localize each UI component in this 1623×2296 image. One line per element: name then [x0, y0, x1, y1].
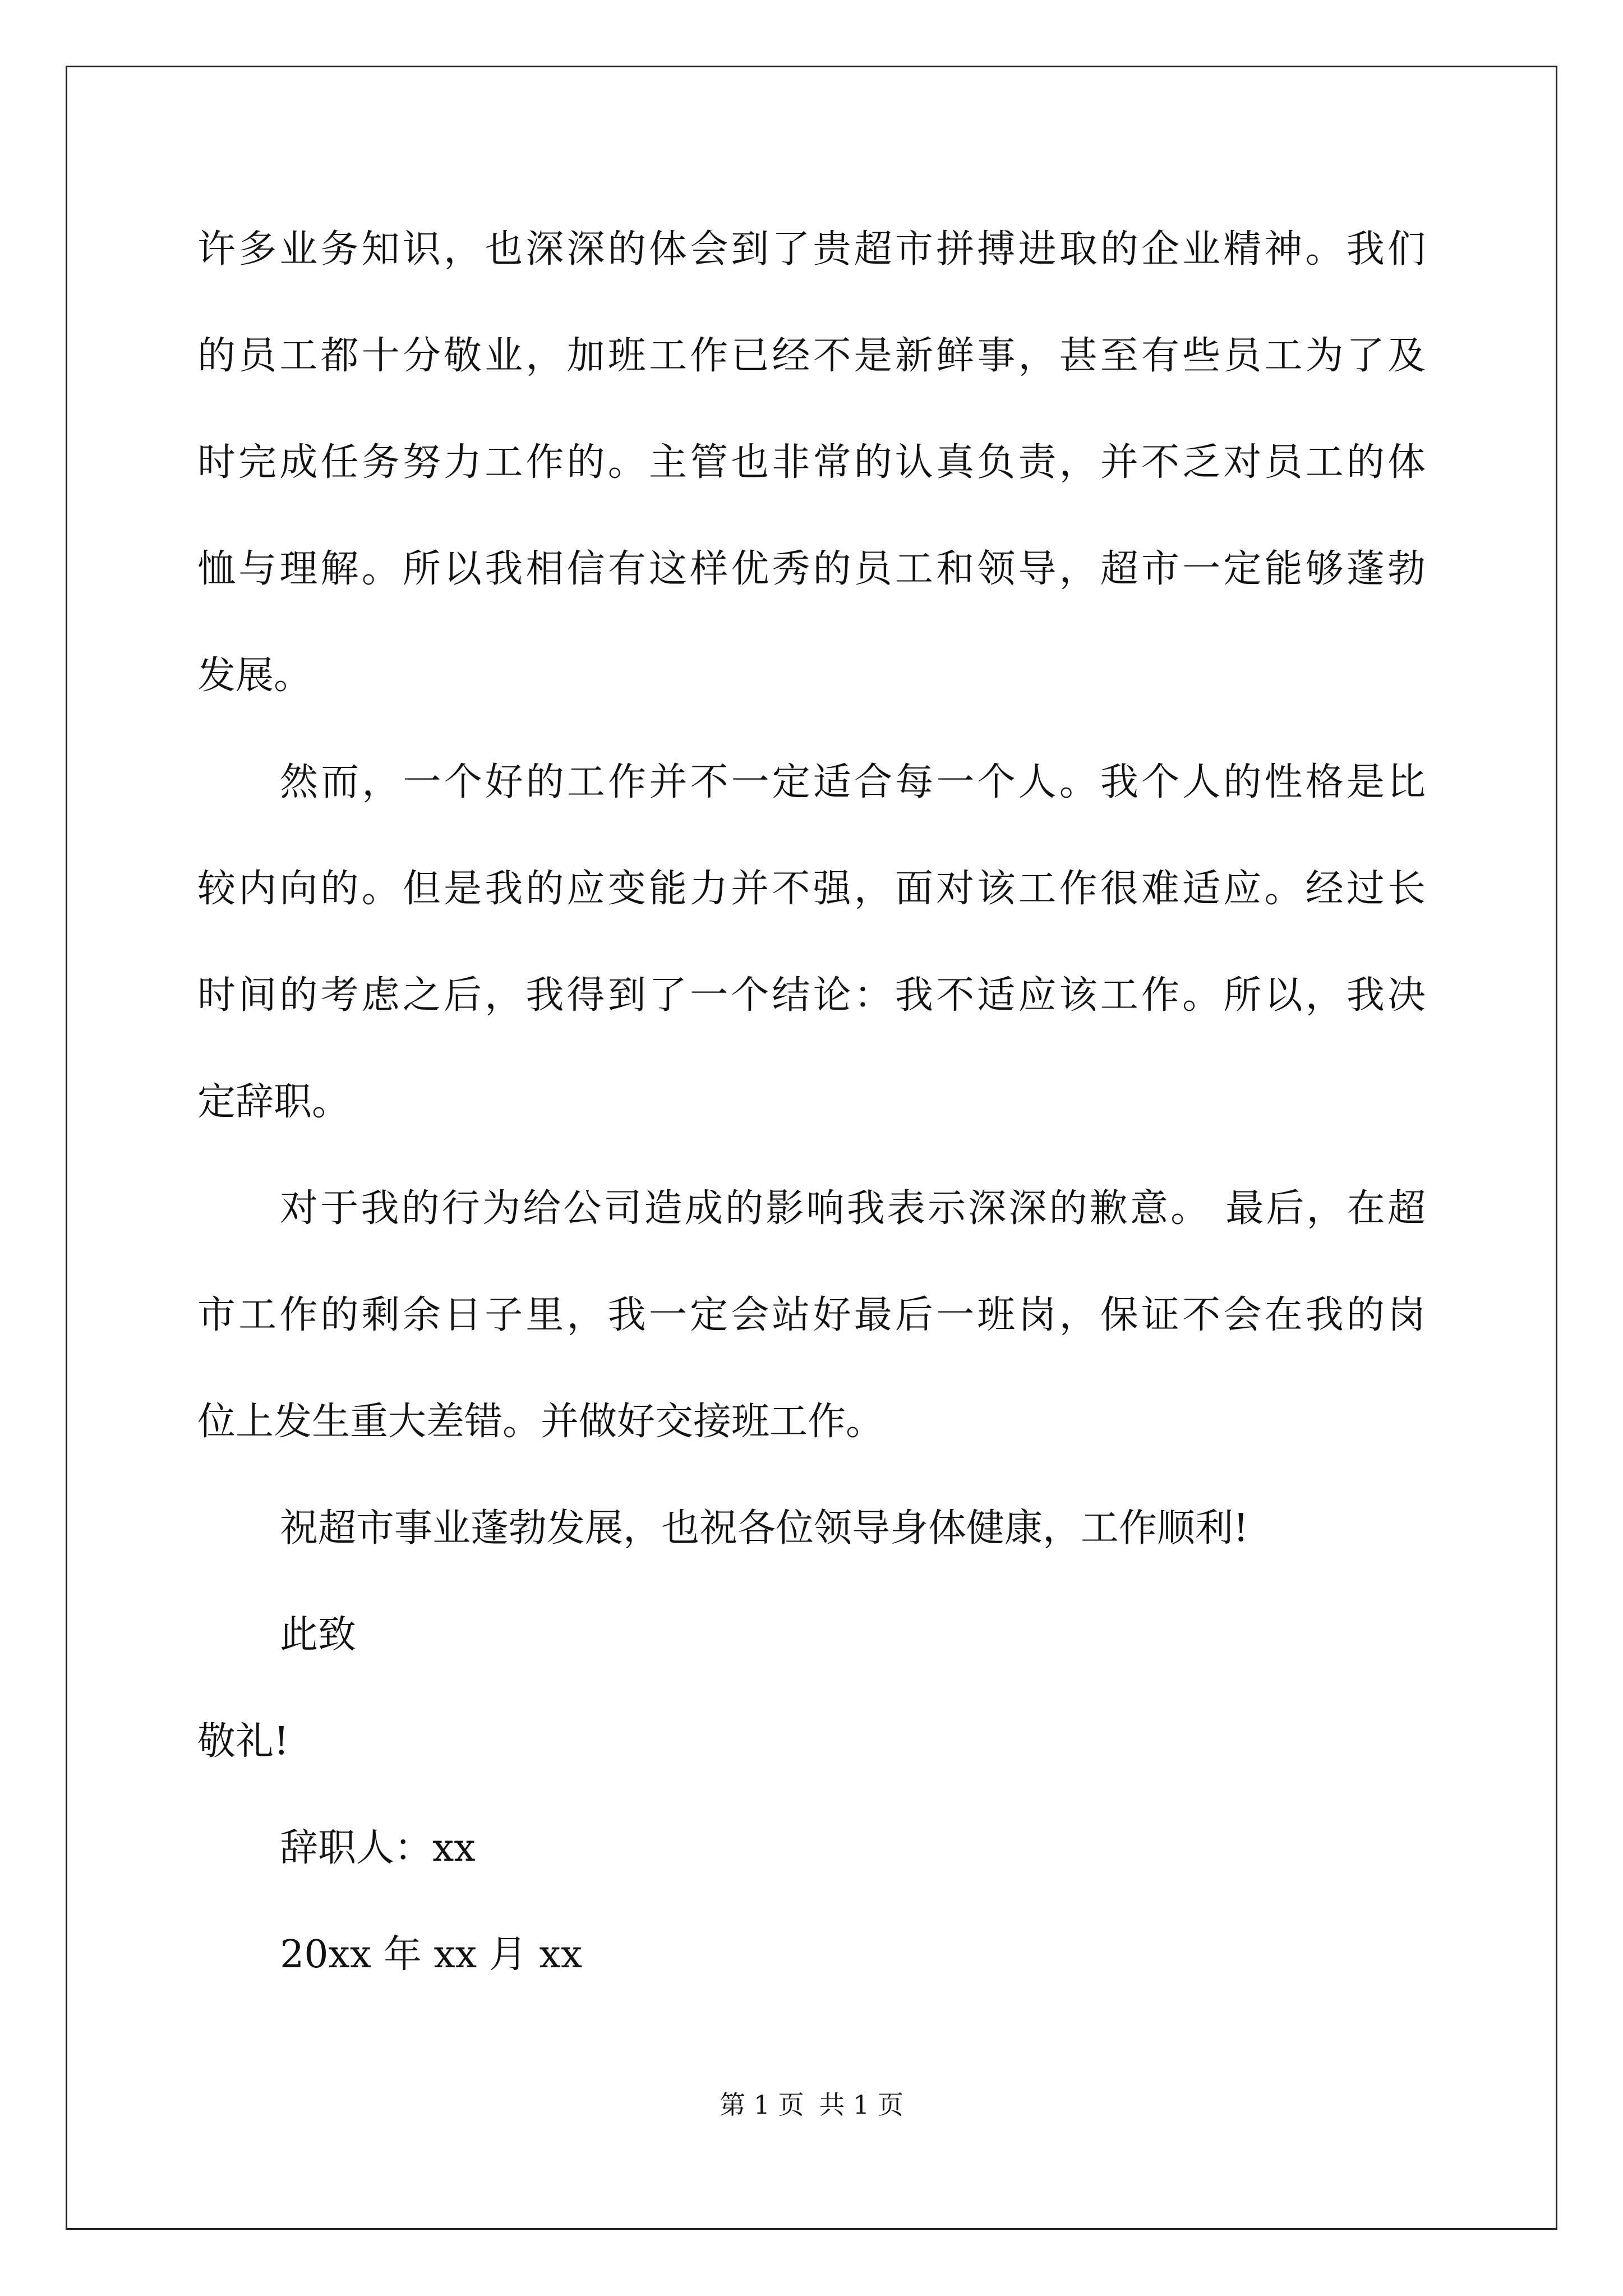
paragraph-line: 的员工都十分敬业，加班工作已经不是新鲜事，甚至有些员工为了及 — [197, 334, 1426, 378]
paragraph-line: 位上发生重大差错。并做好交接班工作。 — [197, 1400, 884, 1444]
signer-name: 辞职人：xx — [280, 1826, 476, 1870]
paragraph-line: 对于我的行为给公司造成的影响我表示深深的歉意。 最后，在超 — [280, 1186, 1426, 1231]
paragraph-line: 较内向的。但是我的应变能力并不强，面对该工作很难适应。经过长 — [197, 867, 1426, 911]
salutation-regards: 此致 — [280, 1613, 357, 1657]
page-footer — [0, 2088, 1623, 2122]
letter-body — [197, 216, 1426, 2028]
paragraph-line: 然而，一个好的工作并不一定适合每一个人。我个人的性格是比 — [280, 760, 1426, 804]
page-number: 第 1 页 — [720, 2090, 804, 2120]
page-total: 共 1 页 — [819, 2090, 903, 2120]
paragraph-line: 定辞职。 — [197, 1080, 351, 1124]
letter-date: 20xx 年 xx 月 xx — [280, 1932, 583, 1977]
closing-wish: 祝超市事业蓬勃发展，也祝各位领导身体健康，工作顺利! — [280, 1506, 1249, 1550]
paragraph-line: 发展。 — [197, 654, 312, 698]
paragraph-line: 恤与理解。所以我相信有这样优秀的员工和领导，超市一定能够蓬勃 — [197, 547, 1426, 591]
paragraph-line: 许多业务知识，也深深的体会到了贵超市拼搏进取的企业精神。我们 — [197, 227, 1426, 272]
paragraph-line: 时完成任务努力工作的。主管也非常的认真负责，并不乏对员工的体 — [197, 440, 1426, 485]
salutation-respect: 敬礼! — [197, 1719, 289, 1764]
paragraph-line: 时间的考虑之后，我得到了一个结论：我不适应该工作。所以，我决 — [197, 973, 1426, 1018]
paragraph-line: 市工作的剩余日子里，我一定会站好最后一班岗，保证不会在我的岗 — [197, 1293, 1426, 1337]
